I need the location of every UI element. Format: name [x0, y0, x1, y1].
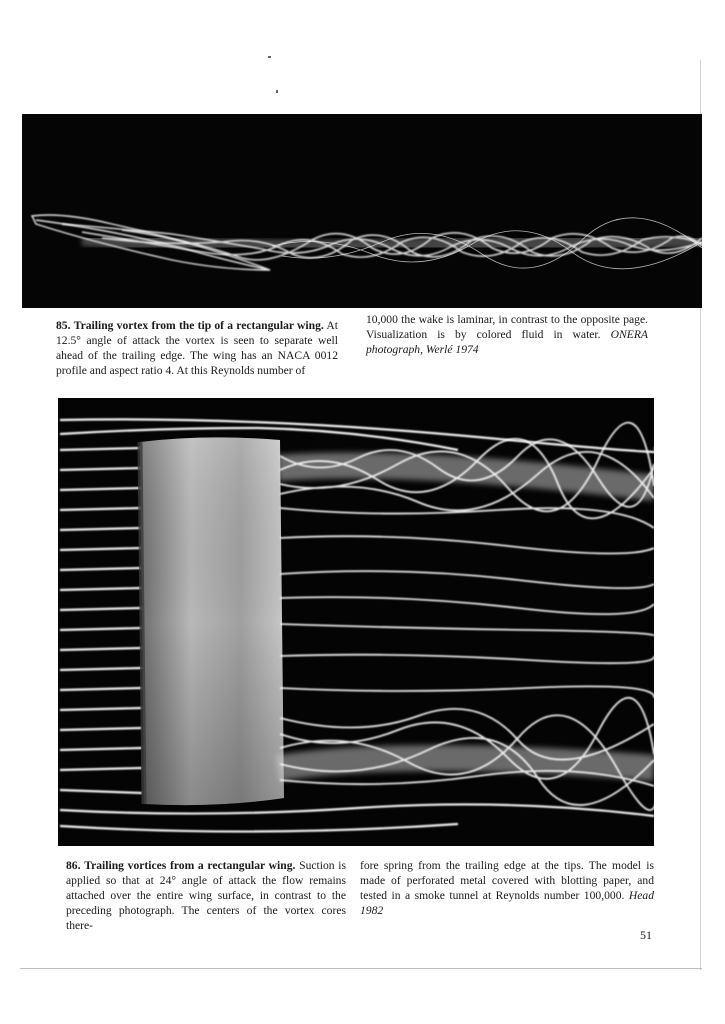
- scan-speck: [268, 56, 271, 58]
- caption-figure-85-left: [56, 318, 338, 378]
- figure-86-credit: Head 1982: [360, 889, 654, 917]
- caption-figure-85-right: [366, 312, 648, 357]
- figure-85-credit: ONERA photograph, Werlé 1974: [366, 328, 648, 356]
- smoke-tunnel-graphic: [58, 398, 654, 846]
- figure-86-text-right: fore spring from the trailing edge at the tips. The model is made of perforated metal covered with blotting paper, and tested in a smoke tunnel at Reynolds number 100,000.: [360, 859, 654, 902]
- caption-figure-86-left: [66, 858, 346, 933]
- figure-86-number: 86.: [66, 859, 81, 872]
- page-edge-bottom: [20, 968, 702, 969]
- caption-figure-86-right: [360, 858, 654, 918]
- figure-86-title: Trailing vortices from a rectangular wing.: [84, 859, 296, 872]
- photo-trailing-vortices-smoke-tunnel: [58, 398, 654, 846]
- photo-trailing-vortex-laminar: [22, 114, 702, 308]
- page-number: 51: [640, 928, 652, 942]
- scan-speck: [276, 90, 278, 93]
- vortex-photo-graphic: [22, 114, 702, 308]
- figure-85-number: 85.: [56, 319, 71, 332]
- figure-85-text-right: 10,000 the wake is laminar, in contrast to the opposite page. Visualization is by colored fluid in water.: [366, 313, 648, 341]
- figure-86-text-left: Suction is applied so that at 24° angle of attack the flow remains attached over the entire wing surface, in contrast to the preceding photograph. The centers of the vortex cores there-: [66, 859, 347, 932]
- figure-85-text-left: At 12.5° angle of attack the vortex is seen to separate well ahead of the trailing edge. The wing has an NACA 0012 profile and aspect ratio 4. At this Reynolds number of: [56, 319, 338, 377]
- figure-85-title: Trailing vortex from the tip of a rectangular wing.: [73, 319, 324, 332]
